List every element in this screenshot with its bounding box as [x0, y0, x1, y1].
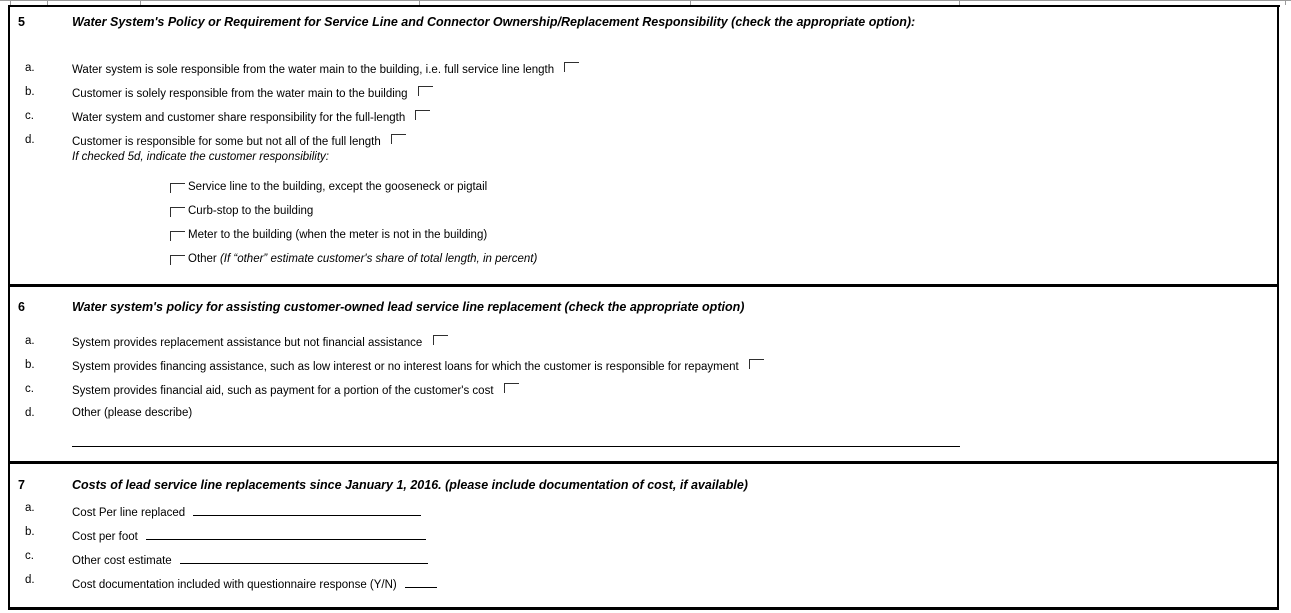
checkbox-6a[interactable] [433, 335, 448, 345]
section-6-title-row [0, 300, 1291, 317]
option-row-6b [0, 359, 1291, 376]
option-letter: a. [25, 335, 35, 347]
checkbox-sub-1[interactable] [170, 183, 185, 193]
option-row-7b [0, 526, 1291, 543]
option-letter: b. [25, 359, 35, 371]
option-letter: a. [25, 62, 35, 74]
checkbox-sub-3[interactable] [170, 231, 185, 241]
sub-option-text: Curb-stop to the building [188, 205, 314, 217]
option-row-6c [0, 383, 1291, 400]
option-letter: c. [25, 550, 34, 562]
option-row-7d [0, 574, 1291, 591]
cost-per-line-input-line[interactable] [193, 502, 421, 516]
option-text: Cost Per line replaced [72, 507, 186, 519]
other-cost-input-line[interactable] [180, 550, 428, 564]
section-title: Water System's Policy or Requirement for Service Line and Connector Ownership/Replacement Responsibility (check the appropriate option): [72, 15, 916, 29]
option-letter: d. [25, 407, 35, 419]
form-border-top [8, 5, 1280, 7]
section-divider-6-7 [8, 461, 1279, 464]
checkbox-6c[interactable] [504, 383, 519, 393]
grid-tick [1285, 0, 1286, 5]
checkbox-5d[interactable] [391, 134, 406, 144]
option-text: Other cost estimate [72, 555, 172, 567]
checkbox-6b[interactable] [749, 359, 764, 369]
sub-option-row-2 [0, 205, 1291, 222]
yn-input-line[interactable] [405, 574, 437, 588]
option-row-5b [0, 86, 1291, 103]
option-letter: c. [25, 110, 34, 122]
option-text: Other (please describe) [72, 407, 193, 419]
sub-option-row-3 [0, 229, 1291, 246]
checkbox-5c[interactable] [415, 110, 430, 120]
option-row-6d [0, 407, 1291, 424]
option-text: Customer is solely responsible from the water main to the building [72, 88, 408, 100]
cost-per-foot-input-line[interactable] [146, 526, 426, 540]
option-text: Cost documentation included with questionnaire response (Y/N) [72, 579, 397, 591]
sub-option-text: Meter to the building (when the meter is not in the building) [188, 229, 488, 241]
option-row-6a [0, 335, 1291, 352]
section-5-title-row [0, 15, 1291, 32]
option-text: Customer is responsible for some but not all of the full length [72, 136, 381, 148]
option-letter: a. [25, 502, 35, 514]
section-title: Costs of lead service line replacements since January 1, 2016. (please include documentation of cost, if available) [72, 478, 748, 492]
option-text: Water system and customer share responsibility for the full-length [72, 112, 406, 124]
option-row-5d [0, 134, 1291, 151]
checkbox-sub-2[interactable] [170, 207, 185, 217]
sub-option-note: (If “other” estimate customer's share of total length, in percent) [219, 253, 538, 265]
note-5d [0, 151, 1291, 168]
option-letter: d. [25, 574, 35, 586]
top-gridline [0, 0, 1291, 1]
option-row-7a [0, 502, 1291, 519]
option-text: Cost per foot [72, 531, 138, 543]
option-letter: c. [25, 383, 34, 395]
option-letter: b. [25, 86, 35, 98]
sub-option-text: Service line to the building, except the gooseneck or pigtail [188, 181, 488, 193]
option-row-5c [0, 110, 1291, 127]
section-number: 7 [18, 478, 25, 492]
option-letter: d. [25, 134, 35, 146]
section-7-title-row [0, 478, 1291, 495]
option-text: System provides replacement assistance but not financial assistance [72, 337, 423, 349]
describe-other-input-line[interactable] [72, 446, 960, 447]
checkbox-5a[interactable] [564, 62, 579, 72]
option-letter: b. [25, 526, 35, 538]
checkbox-5b[interactable] [418, 86, 433, 96]
section-title: Water system's policy for assisting customer-owned lead service line replacement (check the appropriate option) [72, 300, 745, 314]
section-number: 6 [18, 300, 25, 314]
option-text: System provides financing assistance, such as low interest or no interest loans for which the customer is responsible for repayment [72, 361, 739, 373]
sub-option-row-4 [0, 253, 1291, 270]
option-text: System provides financial aid, such as payment for a portion of the customer's cost [72, 385, 494, 397]
option-row-5a [0, 62, 1291, 79]
form-border-bottom [8, 607, 1279, 610]
note-text: If checked 5d, indicate the customer responsibility: [72, 151, 329, 163]
option-row-7c [0, 550, 1291, 567]
option-text: Water system is sole responsible from the water main to the building, i.e. full service line length [72, 64, 555, 76]
sub-option-row-1 [0, 181, 1291, 198]
section-divider-5-6 [8, 284, 1279, 287]
sub-option-text: Other [188, 253, 217, 265]
checkbox-sub-4[interactable] [170, 255, 185, 265]
section-number: 5 [18, 15, 25, 29]
